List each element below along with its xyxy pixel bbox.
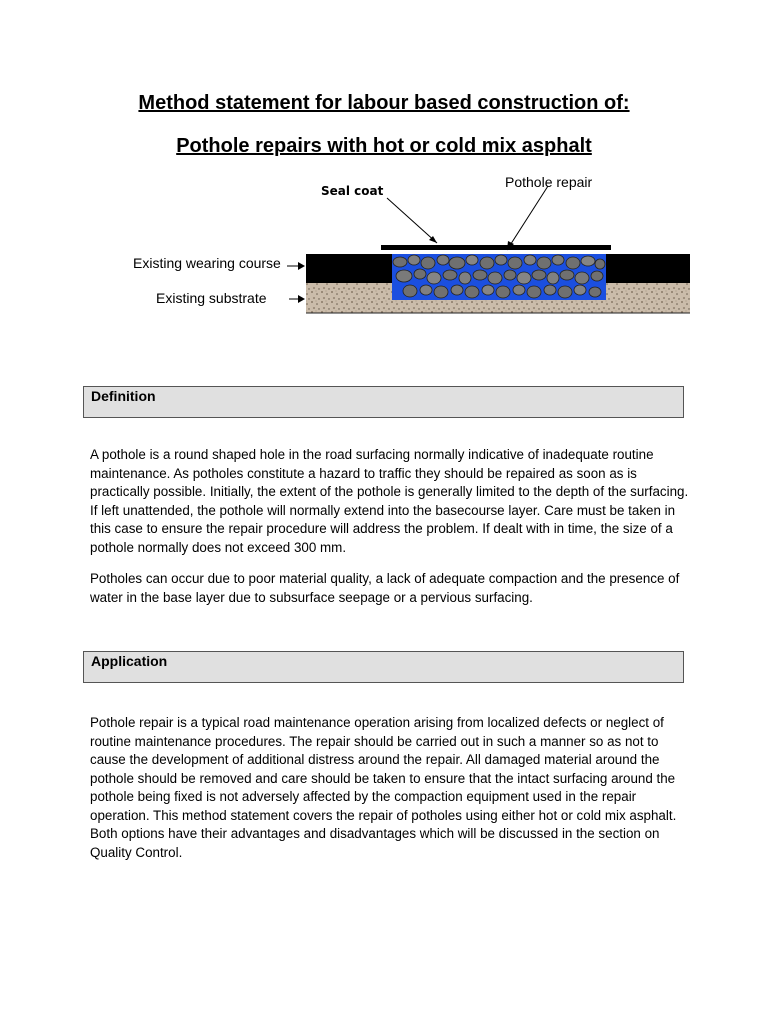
- pothole-repair-arrow-line: [507, 186, 548, 250]
- wearing-course-left: [306, 254, 392, 283]
- application-paragraph-1: Pothole repair is a typical road maintenance operation arising from localized defects or neglect of routine maintenance procedures. The repair should be carried out in such a manner so as not to cause the development of additional distress around the repair. All damaged material around the pothole should be removed and care should be taken to ensure that the intact surfacing around the pothole being fixed is not adversely affected by the compaction equipment used in the repair operation. This method statement covers the repair of potholes using either hot or cold mix asphalt. Both options have their advantages and disadvantages which will be discussed in the section on Quality Control.: [90, 715, 677, 860]
- seal-coat-layer: [381, 245, 611, 250]
- application-heading-text: Application: [91, 653, 168, 669]
- wearing-course-arrowhead: [298, 262, 305, 270]
- definition-section-heading: [83, 386, 684, 418]
- wearing-course-right: [606, 254, 690, 283]
- substrate-arrowhead: [298, 295, 305, 303]
- existing-substrate-label: Existing substrate: [156, 290, 267, 306]
- application-section-heading: [83, 651, 684, 683]
- definition-paragraph-1: A pothole is a round shaped hole in the road surfacing normally indicative of inadequate routine maintenance. As potholes constitute a hazard to traffic they should be repaired as soon as is practically possible. Initially, the extent of the pothole is generally limited to the depth of the surfacing. If left unattended, the pothole will normally extend into the basecourse layer. Care must be taken in this case to ensure the repair procedure will address the problem. If dealt with in time, the size of a pothole normally does not exceed 300 mm.: [90, 447, 689, 555]
- seal-coat-label: Seal coat: [321, 184, 384, 198]
- pothole-repair-diagram: [0, 0, 768, 340]
- document-title-line-1: Method statement for labour based construction of:: [138, 92, 630, 114]
- definition-heading-text: Definition: [91, 388, 156, 404]
- seal-coat-arrow-line: [387, 198, 437, 243]
- document-title-line-2: Pothole repairs with hot or cold mix asphalt: [176, 135, 592, 157]
- existing-wearing-course-label: Existing wearing course: [133, 255, 281, 271]
- pothole-repair-label: Pothole repair: [505, 174, 593, 190]
- definition-paragraph-2: Potholes can occur due to poor material quality, a lack of adequate compaction and the presence of water in the base layer due to subsurface seepage or a pervious surfacing.: [90, 571, 680, 605]
